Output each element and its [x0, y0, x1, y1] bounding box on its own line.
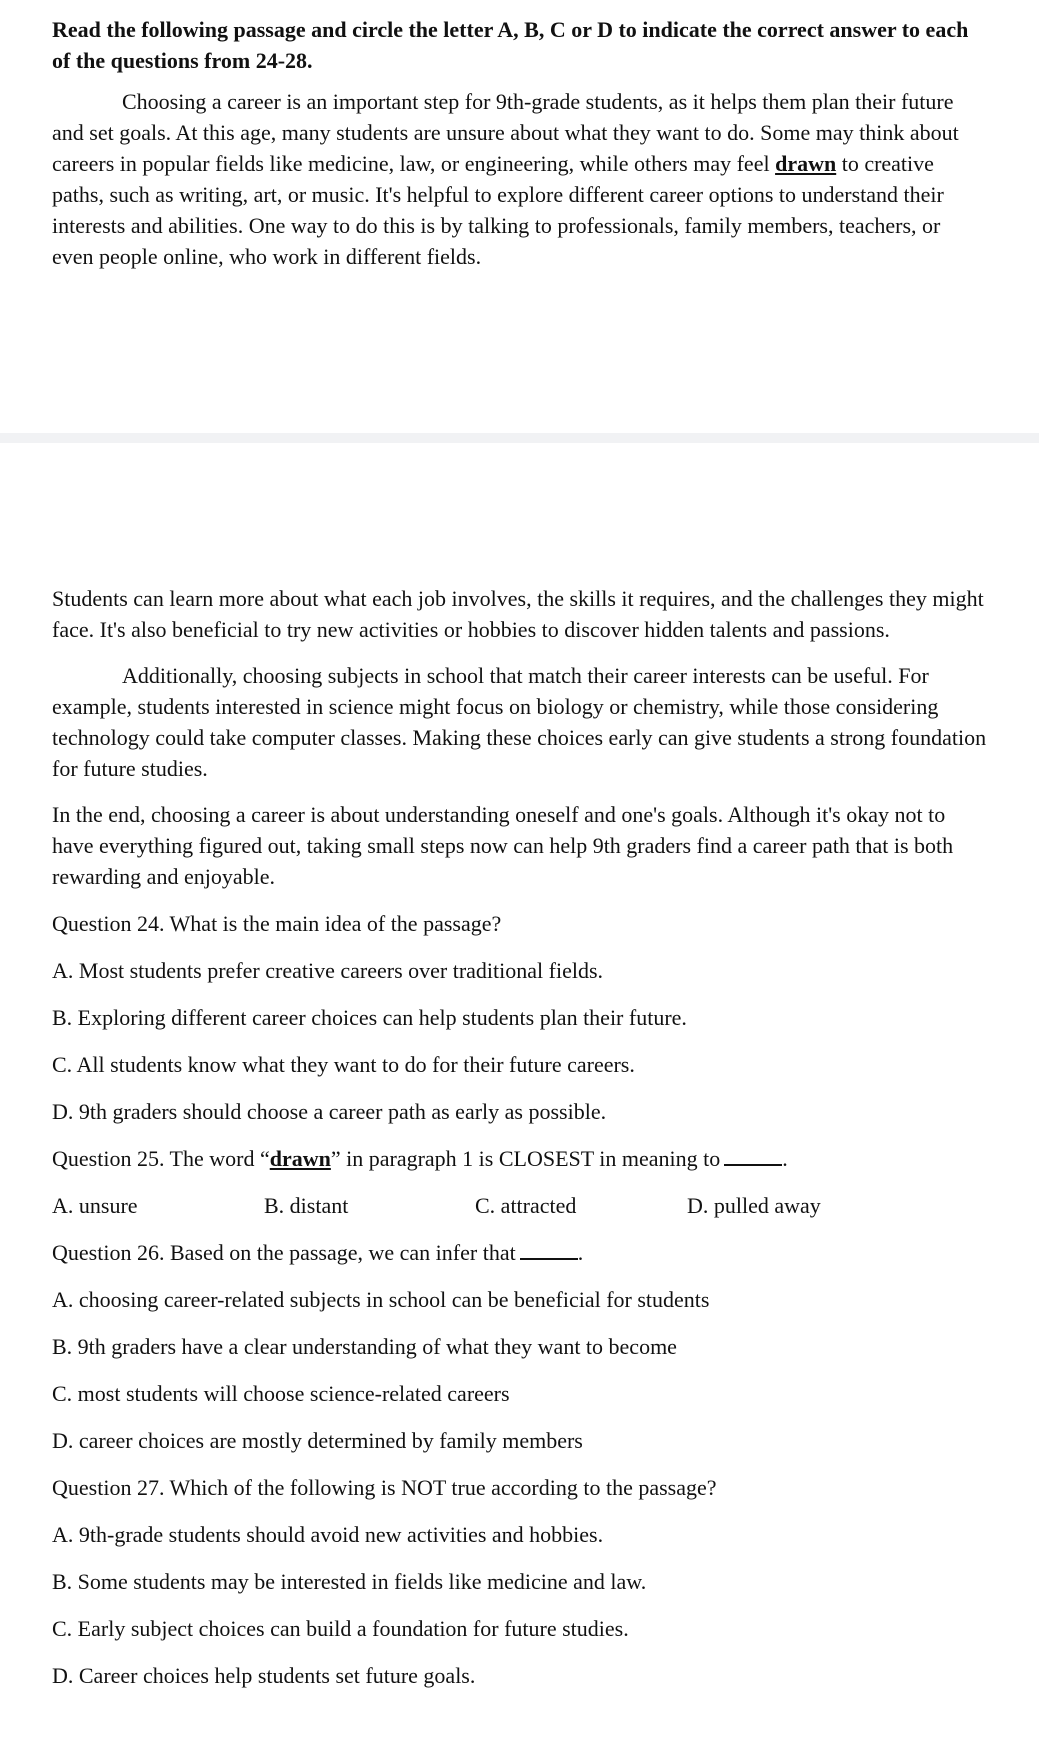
question-27-stem: Question 27. Which of the following is NOT true according to the passage? — [52, 1475, 717, 1500]
page-break-divider — [0, 433, 1039, 443]
question-24-option-a[interactable]: A. Most students prefer creative careers over traditional fields. — [52, 958, 604, 983]
instructions-heading: Read the following passage and circle the letter A, B, C or D to indicate the correct answer to each of the questions from 24-28. — [52, 17, 969, 73]
q25-highlighted-word: drawn — [269, 1146, 331, 1171]
question-26-option-b[interactable]: B. 9th graders have a clear understanding of what they want to become — [52, 1334, 677, 1359]
question-25-option-d[interactable]: D. pulled away — [687, 1193, 821, 1218]
question-24-option-c[interactable]: C. All students know what they want to do for their future careers. — [52, 1052, 635, 1077]
question-25-stem — [52, 1143, 987, 1174]
question-26-stem — [52, 1237, 987, 1268]
page-two — [52, 583, 987, 1691]
question-26-option-a[interactable]: A. choosing career-related subjects in school can be beneficial for students — [52, 1287, 710, 1312]
highlighted-word-drawn: drawn — [775, 151, 837, 176]
page-one — [52, 14, 987, 272]
passage-paragraph-2: Additionally, choosing subjects in school that match their career interests can be useful. For example, students interested in science might focus on biology or chemistry, while those considering technology could take computer classes. Making these choices early can give students a strong foundation for future studies. — [52, 663, 987, 781]
q25-period: . — [782, 1146, 788, 1171]
q25-stem-after: ” in paragraph 1 is CLOSEST in meaning to — [330, 1146, 721, 1171]
passage-paragraph-1 — [52, 86, 987, 272]
passage-paragraph-1-continued: Students can learn more about what each job involves, the skills it requires, and the challenges they might face. It's also beneficial to try new activities or hobbies to discover hidden talents and passions. — [52, 586, 984, 642]
q26-stem-text: Question 26. Based on the passage, we can infer that — [52, 1240, 516, 1265]
answer-blank — [520, 1238, 578, 1260]
question-25-option-a[interactable]: A. unsure — [52, 1193, 138, 1218]
passage-paragraph-3: In the end, choosing a career is about understanding oneself and one's goals. Although it's okay not to have everything figured out, taking small steps now can help 9th graders find a career path that is both rewarding and enjoyable. — [52, 802, 954, 889]
q26-period: . — [577, 1240, 584, 1265]
question-25-option-c[interactable]: C. attracted — [475, 1193, 577, 1218]
question-24-option-b[interactable]: B. Exploring different career choices can help students plan their future. — [52, 1005, 687, 1030]
question-25-options — [52, 1190, 987, 1221]
question-25-option-b[interactable]: B. distant — [264, 1193, 349, 1218]
question-26-option-d[interactable]: D. career choices are mostly determined by family members — [52, 1428, 583, 1453]
question-26-option-c[interactable]: C. most students will choose science-related careers — [52, 1381, 510, 1406]
question-27-option-a[interactable]: A. 9th-grade students should avoid new activities and hobbies. — [52, 1522, 604, 1547]
q25-stem-before: Question 25. The word “ — [52, 1146, 270, 1171]
question-27-option-c[interactable]: C. Early subject choices can build a foundation for future studies. — [52, 1616, 629, 1641]
answer-blank — [724, 1144, 782, 1166]
passage-p1-text-before: Choosing a career is an important step for 9th-grade students, as it helps them plan their future and set goals. At this age, many students are unsure about what they want to do. Some may think about careers in popular fields like medicine, law, or engineering, while others may feel — [52, 89, 959, 176]
passage-p1-text-after: to creative paths, such as writing, art, or music. It's helpful to explore different career options to understand their interests and abilities. One way to do this is by talking to professionals, family members, teachers, or even people online, who work in different fields. — [52, 151, 944, 269]
question-24-stem: Question 24. What is the main idea of the passage? — [52, 911, 502, 936]
question-24-option-d[interactable]: D. 9th graders should choose a career path as early as possible. — [52, 1099, 607, 1124]
question-27-option-b[interactable]: B. Some students may be interested in fields like medicine and law. — [52, 1569, 647, 1594]
question-27-option-d[interactable]: D. Career choices help students set future goals. — [52, 1663, 476, 1688]
